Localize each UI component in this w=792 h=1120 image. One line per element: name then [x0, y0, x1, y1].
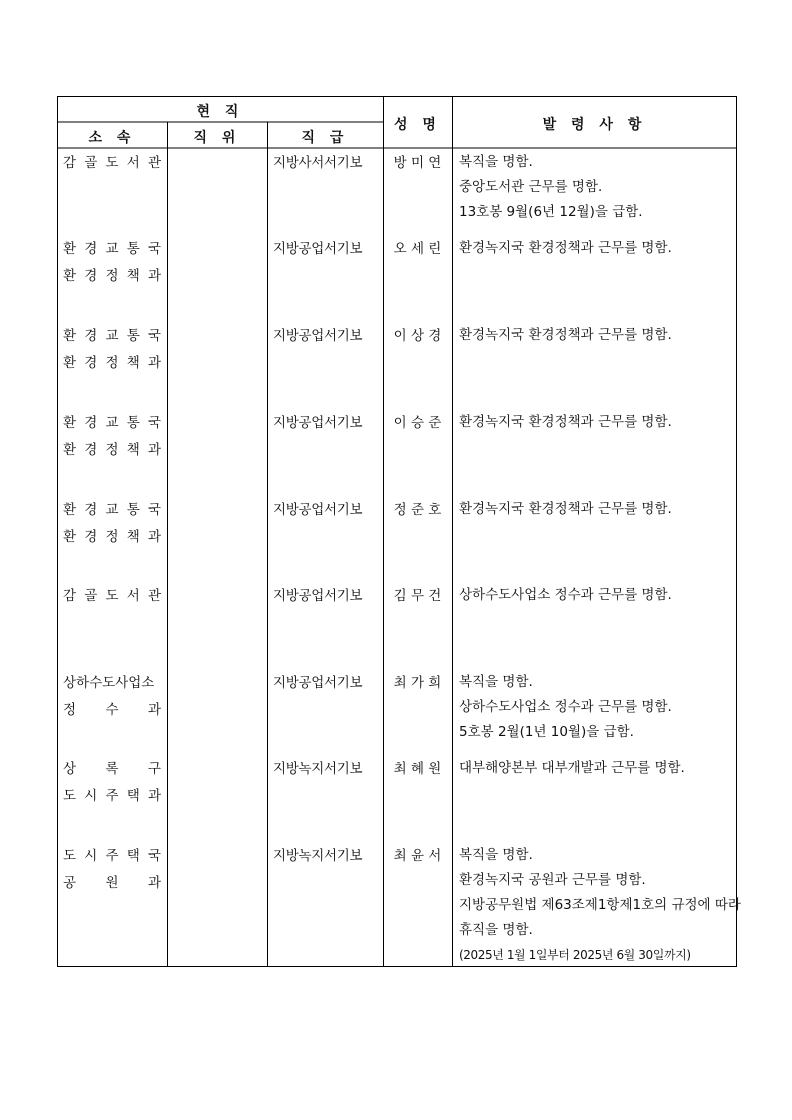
- cell-name: 정 준 호: [393, 502, 442, 518]
- affiliation-line: 환 경 정 책 과: [63, 529, 161, 545]
- order-line: 환경녹지국 환경정책과 근무를 명함.: [459, 501, 672, 517]
- affiliation-line: 환 경 정 책 과: [63, 268, 161, 284]
- cell-name: 이 상 경: [393, 328, 442, 344]
- cell-orders: [459, 323, 735, 348]
- cell-name: 최 가 희: [393, 675, 442, 691]
- cell-orders: [459, 756, 735, 781]
- cell-name: 오 세 린: [393, 241, 442, 257]
- order-line: 복직을 명함.: [459, 847, 533, 863]
- affiliation-line: 도 시 주 택 국: [63, 848, 161, 864]
- affiliation-line: 도 시 주 택 과: [63, 788, 161, 804]
- cell-orders: [459, 670, 735, 745]
- cell-grade: 지방공업서기보: [273, 328, 363, 344]
- affiliation-line: 환 경 교 통 국: [63, 415, 161, 431]
- order-line: 복직을 명함.: [459, 674, 533, 690]
- cell-orders: [459, 843, 741, 968]
- header-grade: 직 급: [301, 130, 349, 146]
- affiliation-line: 환 경 교 통 국: [63, 328, 161, 344]
- order-line: 환경녹지국 환경정책과 근무를 명함.: [459, 327, 672, 343]
- cell-affiliation: [63, 670, 161, 724]
- cell-affiliation: [63, 497, 161, 551]
- cell-name: 최 윤 서: [393, 848, 442, 864]
- affiliation-line: 환 경 교 통 국: [63, 502, 161, 518]
- order-line: 환경녹지국 공원과 근무를 명함.: [459, 872, 646, 888]
- order-line: 중앙도서관 근무를 명함.: [459, 179, 603, 195]
- order-line: 상하수도사업소 정수과 근무를 명함.: [459, 587, 672, 603]
- cell-affiliation: [63, 583, 161, 610]
- affiliation-line: 상 록 구: [63, 761, 161, 777]
- order-line: 지방공무원법 제63조제1항제1호의 규정에 따라: [459, 897, 741, 913]
- header-name: 성 명: [394, 117, 441, 133]
- cell-orders: [459, 583, 735, 608]
- cell-affiliation: [63, 236, 161, 290]
- cell-affiliation: [63, 756, 161, 810]
- header-position: 직 위: [193, 130, 241, 146]
- cell-orders: [459, 410, 735, 435]
- personnel-order-table: [57, 96, 741, 967]
- cell-affiliation: [63, 410, 161, 464]
- cell-grade: 지방공업서기보: [273, 675, 363, 691]
- cell-grade: 지방녹지서기보: [273, 848, 363, 864]
- cell-orders: [459, 497, 735, 522]
- cell-orders: [459, 236, 735, 261]
- cell-grade: 지방녹지서기보: [273, 761, 363, 777]
- affiliation-line: 공 원 과: [63, 875, 161, 891]
- cell-grade: 지방공업서기보: [273, 588, 363, 604]
- order-line: 휴직을 명함.: [459, 922, 533, 938]
- cell-name: 이 승 준: [393, 415, 442, 431]
- affiliation-line: 환 경 정 책 과: [63, 442, 161, 458]
- order-line: 환경녹지국 환경정책과 근무를 명함.: [459, 414, 672, 430]
- cell-name: 방 미 연: [393, 155, 442, 171]
- cell-grade: 지방공업서기보: [273, 415, 363, 431]
- order-line: 5호봉 2월(1년 10월)을 급함.: [459, 724, 634, 740]
- order-line: 13호봉 9월(6년 12월)을 급함.: [459, 204, 643, 220]
- affiliation-line: 감 골 도 서 관: [63, 588, 161, 604]
- cell-name: 김 무 건: [393, 588, 442, 604]
- order-line: (2025년 1월 1일부터 2025년 6월 30일까지): [459, 948, 691, 962]
- header-orders: 발 령 사 항: [542, 117, 647, 133]
- affiliation-line: 환 경 정 책 과: [63, 355, 161, 371]
- affiliation-line: 감 골 도 서 관: [63, 155, 161, 171]
- order-line: 상하수도사업소 정수과 근무를 명함.: [459, 699, 672, 715]
- cell-grade: 지방사서서기보: [273, 155, 363, 171]
- order-line: 복직을 명함.: [459, 154, 533, 170]
- affiliation-line: 상하수도사업소: [63, 675, 155, 691]
- order-line: 환경녹지국 환경정책과 근무를 명함.: [459, 240, 672, 256]
- cell-grade: 지방공업서기보: [273, 502, 363, 518]
- cell-affiliation: [63, 323, 161, 377]
- affiliation-line: 정 수 과: [63, 702, 161, 718]
- order-line: 대부해양본부 대부개발과 근무를 명함.: [459, 760, 685, 776]
- cell-name: 최 혜 원: [393, 761, 442, 777]
- header-affiliation: 소 속: [88, 130, 136, 146]
- cell-grade: 지방공업서기보: [273, 241, 363, 257]
- cell-orders: [459, 150, 735, 225]
- header-current: 현 직: [196, 104, 244, 120]
- cell-affiliation: [63, 843, 161, 897]
- affiliation-line: 환 경 교 통 국: [63, 241, 161, 257]
- cell-affiliation: [63, 150, 161, 177]
